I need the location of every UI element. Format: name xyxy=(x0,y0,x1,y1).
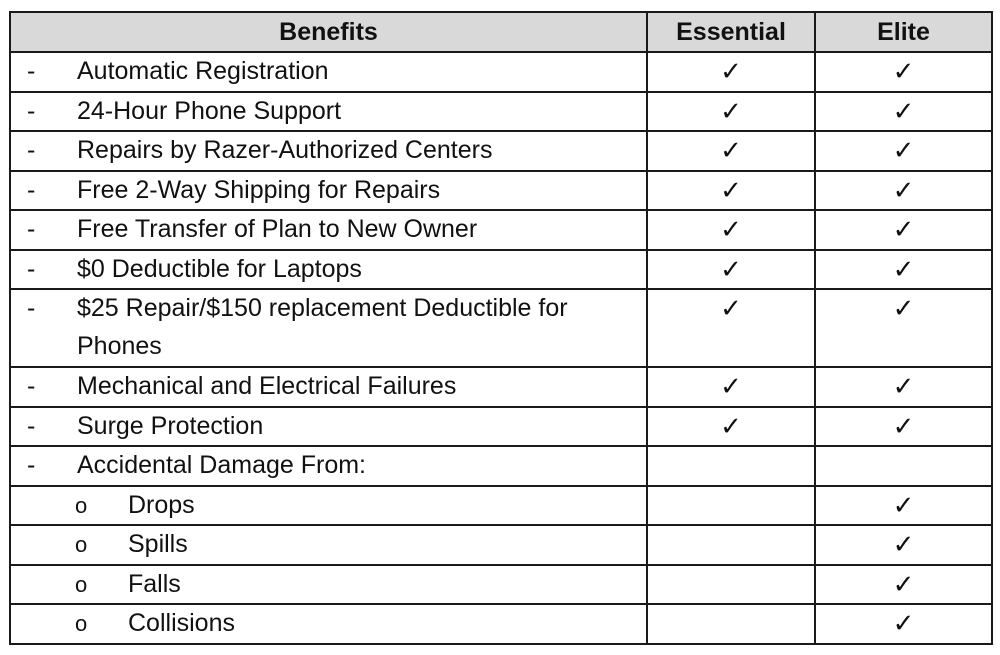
elite-check-icon xyxy=(815,446,992,486)
circle-bullet: o xyxy=(75,492,88,518)
essential-check-icon xyxy=(647,446,815,486)
table-row xyxy=(10,92,992,132)
essential-check-icon: ✓ xyxy=(647,92,815,132)
essential-check-icon: ✓ xyxy=(647,367,815,407)
benefit-cell xyxy=(10,367,647,407)
essential-check-icon xyxy=(647,486,815,526)
benefit-label: 24-Hour Phone Support xyxy=(77,96,342,125)
benefit-cell xyxy=(10,446,647,486)
benefit-cell xyxy=(10,250,647,290)
dash-bullet: - xyxy=(27,136,36,164)
benefit-cell xyxy=(10,52,647,92)
benefit-cell xyxy=(10,171,647,211)
header-benefits: Benefits xyxy=(10,12,647,52)
dash-bullet: - xyxy=(27,57,36,85)
essential-check-icon: ✓ xyxy=(647,250,815,290)
elite-check-icon: ✓ xyxy=(815,171,992,211)
benefit-cell xyxy=(10,131,647,171)
benefit-label: Collisions xyxy=(128,609,235,637)
benefit-label: Falls xyxy=(128,569,181,598)
elite-check-icon: ✓ xyxy=(815,486,992,526)
table-row xyxy=(10,367,992,407)
benefit-label: Drops xyxy=(128,490,195,519)
benefit-label: Repairs by Razer-Authorized Centers xyxy=(77,136,493,164)
dash-bullet: - xyxy=(27,175,36,204)
benefit-cell xyxy=(10,210,647,250)
benefit-label: Automatic Registration xyxy=(77,57,329,85)
table-row xyxy=(10,604,992,644)
circle-bullet: o xyxy=(75,532,88,557)
essential-check-icon: ✓ xyxy=(647,171,815,211)
essential-check-icon xyxy=(647,604,815,644)
table-row xyxy=(10,525,992,565)
essential-check-icon: ✓ xyxy=(647,289,815,367)
table-row xyxy=(10,171,992,211)
benefits-table xyxy=(9,11,993,645)
elite-check-icon: ✓ xyxy=(815,565,992,605)
elite-check-icon: ✓ xyxy=(815,407,992,447)
elite-check-icon: ✓ xyxy=(815,289,992,367)
elite-check-icon: ✓ xyxy=(815,210,992,250)
benefit-label: Free 2-Way Shipping for Repairs xyxy=(77,175,441,204)
benefit-cell xyxy=(10,92,647,132)
table-row xyxy=(10,407,992,447)
header-elite: Elite xyxy=(815,12,992,52)
dash-bullet: - xyxy=(27,96,36,125)
circle-bullet: o xyxy=(75,611,88,636)
essential-check-icon xyxy=(647,525,815,565)
benefit-label: $25 Repair/$150 replacement Deductible for Phones xyxy=(77,294,568,360)
benefit-label: Free Transfer of Plan to New Owner xyxy=(77,215,478,243)
essential-check-icon: ✓ xyxy=(647,52,815,92)
table-row xyxy=(10,52,992,92)
benefit-cell xyxy=(10,525,647,565)
elite-check-icon: ✓ xyxy=(815,525,992,565)
benefit-cell xyxy=(10,407,647,447)
benefit-label: Accidental Damage From: xyxy=(77,451,367,479)
benefit-cell xyxy=(10,486,647,526)
benefit-label: Mechanical and Electrical Failures xyxy=(77,372,457,400)
benefit-label: Surge Protection xyxy=(77,411,264,440)
table-row xyxy=(10,486,992,526)
elite-check-icon: ✓ xyxy=(815,367,992,407)
dash-bullet: - xyxy=(27,411,36,440)
benefit-cell xyxy=(10,289,647,367)
table-row xyxy=(10,250,992,290)
dash-bullet: - xyxy=(27,254,36,283)
benefit-label: Spills xyxy=(128,530,188,558)
header-essential: Essential xyxy=(647,12,815,52)
elite-check-icon: ✓ xyxy=(815,52,992,92)
circle-bullet: o xyxy=(75,571,88,597)
elite-check-icon: ✓ xyxy=(815,131,992,171)
essential-check-icon: ✓ xyxy=(647,210,815,250)
table-row xyxy=(10,210,992,250)
benefit-cell xyxy=(10,604,647,644)
dash-bullet: - xyxy=(27,215,36,243)
elite-check-icon: ✓ xyxy=(815,250,992,290)
table-row xyxy=(10,289,992,367)
elite-check-icon: ✓ xyxy=(815,92,992,132)
header-row xyxy=(10,12,992,52)
dash-bullet: - xyxy=(27,451,36,479)
dash-bullet: - xyxy=(27,294,36,322)
benefit-label: $0 Deductible for Laptops xyxy=(77,254,362,283)
essential-check-icon: ✓ xyxy=(647,407,815,447)
elite-check-icon: ✓ xyxy=(815,604,992,644)
benefit-cell xyxy=(10,565,647,605)
table-row xyxy=(10,131,992,171)
dash-bullet: - xyxy=(27,372,36,400)
table-row xyxy=(10,565,992,605)
table-row xyxy=(10,446,992,486)
essential-check-icon: ✓ xyxy=(647,131,815,171)
essential-check-icon xyxy=(647,565,815,605)
